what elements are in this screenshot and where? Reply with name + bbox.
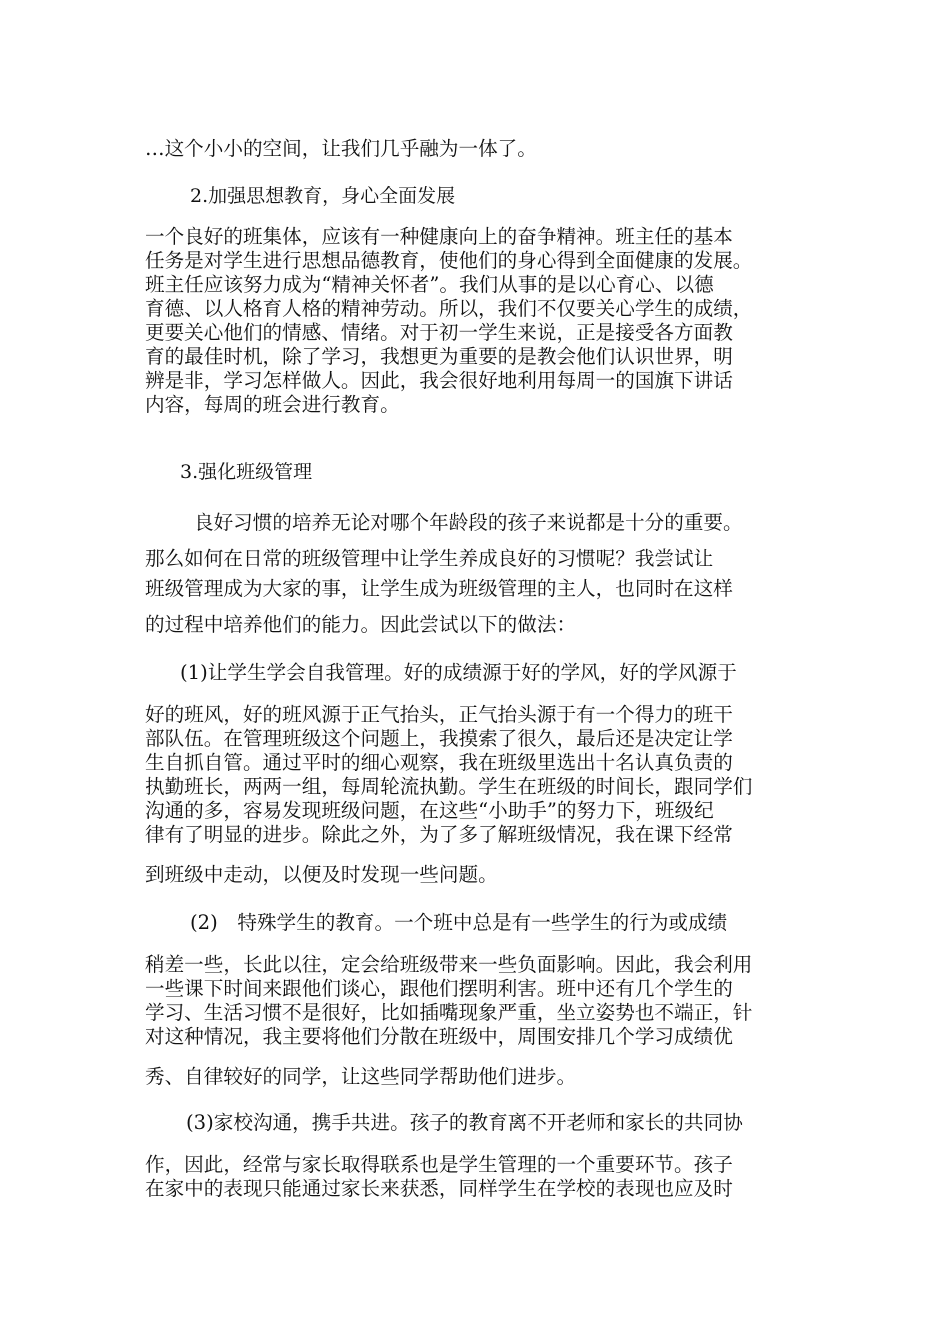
- section-heading-3: 3.强化班级管理: [180, 461, 313, 483]
- text-line: 作，因此，经常与家长取得联系也是学生管理的一个重要环节。孩子: [145, 1153, 733, 1176]
- text-line: 辨是非，学习怎样做人。因此，我会很好地利用每周一的国旗下讲话: [145, 369, 733, 392]
- text-line: 更要关心他们的情感、情绪。对于初一学生来说，正是接受各方面教: [145, 321, 733, 344]
- text-line: …这个小小的空间，让我们几乎融为一体了。: [145, 137, 537, 160]
- text-line: (3)家校沟通，携手共进。孩子的教育离不开老师和家长的共同协: [186, 1111, 743, 1134]
- text-line: 任务是对学生进行思想品德教育，使他们的身心得到全面健康的发展。: [145, 249, 753, 272]
- text-line: 学习、生活习惯不是很好，比如插嘴现象严重，坐立姿势也不端正，针: [145, 1001, 753, 1024]
- text-line: 那么如何在日常的班级管理中让学生养成良好的习惯呢？我尝试让: [145, 547, 714, 570]
- text-line: 一个良好的班集体，应该有一种健康向上的奋争精神。班主任的基本: [145, 225, 733, 248]
- text-line: 稍差一些，长此以往，定会给班级带来一些负面影响。因此，我会利用: [145, 953, 753, 976]
- text-line: 部队伍。在管理班级这个问题上，我摸索了很久，最后还是决定让学: [145, 727, 733, 750]
- text-line: 良好习惯的培养无论对哪个年龄段的孩子来说都是十分的重要。: [194, 511, 743, 534]
- text-line: 律有了明显的进步。除此之外，为了多了解班级情况，我在课下经常: [145, 823, 733, 846]
- text-line: 对这种情况，我主要将他们分散在班级中，周围安排几个学习成绩优: [145, 1025, 733, 1048]
- text-line: 到班级中走动，以便及时发现一些问题。: [145, 863, 498, 886]
- text-line: 沟通的多，容易发现班级问题，在这些“小助手”的努力下，班级纪: [145, 799, 714, 822]
- text-line: 班级管理成为大家的事，让学生成为班级管理的主人，也同时在这样: [145, 577, 733, 600]
- text-line: 班主任应该努力成为“精神关怀者”。我们从事的是以心育心、以德: [145, 273, 714, 296]
- text-line: (1)让学生学会自我管理。好的成绩源于好的学风，好的学风源于: [180, 661, 737, 684]
- text-line: 育德、以人格育人格的精神劳动。所以，我们不仅要关心学生的成绩，: [145, 297, 753, 320]
- text-line: 内容，每周的班会进行教育。: [145, 393, 400, 416]
- text-line: 好的班风，好的班风源于正气抬头，正气抬头源于有一个得力的班干: [145, 703, 733, 726]
- text-line: 的过程中培养他们的能力。因此尝试以下的做法：: [145, 613, 577, 636]
- text-line: 秀、自律较好的同学，让这些同学帮助他们进步。: [145, 1065, 577, 1088]
- text-line: 在家中的表现只能通过家长来获悉，同样学生在学校的表现也应及时: [145, 1177, 733, 1200]
- section-heading-2: 2.加强思想教育，身心全面发展: [190, 185, 456, 207]
- text-line: 一些课下时间来跟他们谈心，跟他们摆明利害。班中还有几个学生的: [145, 977, 733, 1000]
- text-line: 育的最佳时机，除了学习，我想更为重要的是教会他们认识世界，明: [145, 345, 733, 368]
- text-line: 生自抓自管。通过平时的细心观察，我在班级里选出十名认真负责的: [145, 751, 733, 774]
- text-line: 执勤班长，两两一组，每周轮流执勤。学生在班级的时间长，跟同学们: [145, 775, 753, 798]
- text-line: (2) 特殊学生的教育。一个班中总是有一些学生的行为或成绩: [190, 911, 728, 934]
